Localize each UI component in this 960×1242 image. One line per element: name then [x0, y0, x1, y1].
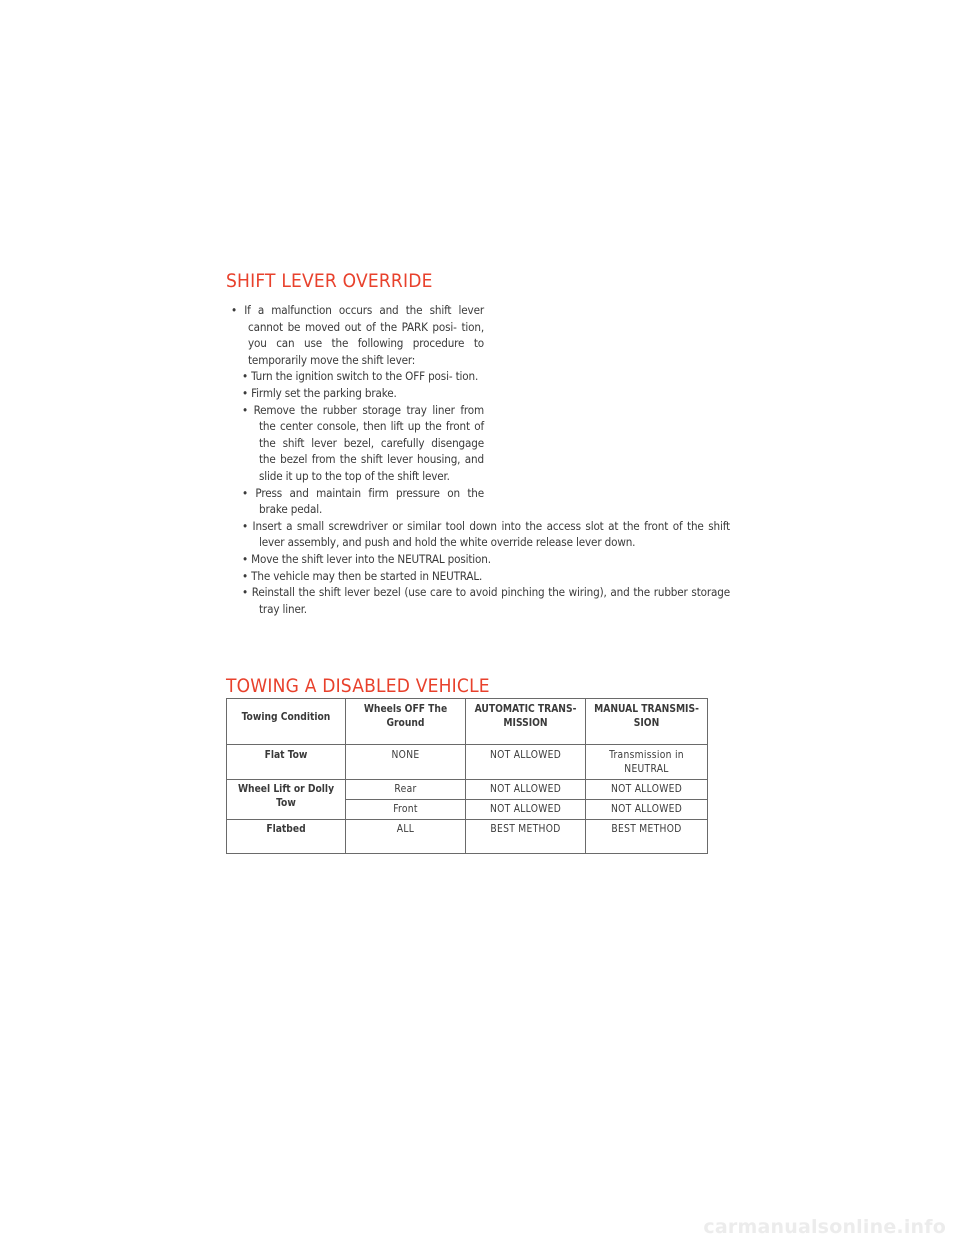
step-insert-screwdriver: • Insert a small screwdriver or similar tool down into the access slot at the front of the shift lever assembly, and push and hold the white override release lever down.: [242, 518, 730, 550]
towing-table: [226, 698, 708, 854]
cell-condition-wheel-lift: Wheel Lift or Dolly Tow: [227, 780, 346, 820]
cell-manual: NOT ALLOWED: [586, 780, 708, 800]
header-wheels-off-ground: Wheels OFF The Ground: [346, 699, 466, 745]
table-row: [227, 745, 708, 780]
shift-lever-override-body: [226, 302, 730, 617]
cell-condition-flatbed: Flatbed: [227, 820, 346, 854]
cell-wheels: Rear: [346, 780, 466, 800]
cell-automatic: BEST METHOD: [466, 820, 586, 854]
header-automatic-transmission: AUTOMATIC TRANS- MISSION: [466, 699, 586, 745]
cell-automatic: NOT ALLOWED: [466, 800, 586, 820]
table-row: [227, 780, 708, 800]
step-reinstall-bezel: • Reinstall the shift lever bezel (use care to avoid pinching the wiring), and the rubber storage tray liner.: [242, 585, 730, 616]
watermark: carmanualsonline.info: [703, 1216, 946, 1238]
intro-line-1: • If a malfunction occurs and the shift lever: [231, 303, 484, 317]
towing-table-header-row: [227, 699, 708, 745]
intro-paragraph: [226, 302, 484, 368]
header-towing-condition: Towing Condition: [227, 699, 346, 745]
cell-manual: BEST METHOD: [586, 820, 708, 854]
step-press-brake: • Press and maintain firm pressure on the brake pedal.: [242, 485, 484, 517]
towing-disabled-vehicle-heading: TOWING A DISABLED VEHICLE: [226, 675, 490, 697]
intro-line-2: cannot be moved out of the PARK posi-: [248, 319, 457, 334]
cell-automatic: NOT ALLOWED: [466, 780, 586, 800]
step-remove-tray-liner: • Remove the rubber storage tray liner from the center console, then lift up the front of the shift lever bezel, carefully disengage the bezel from the shift lever housing, and slide it up to the top of the shift lever.: [242, 402, 484, 483]
step-move-to-neutral: • Move the shift lever into the NEUTRAL position.: [242, 551, 491, 566]
cell-condition-flat-tow: Flat Tow: [227, 745, 346, 780]
table-row: [227, 820, 708, 854]
intro-line-4: to temporarily move the shift lever:: [248, 336, 484, 367]
cell-manual: Transmission in NEUTRAL: [586, 745, 708, 780]
shift-lever-override-heading: SHIFT LEVER OVERRIDE: [226, 270, 433, 292]
header-manual-transmission: MANUAL TRANSMIS- SION: [586, 699, 708, 745]
cell-wheels: NONE: [346, 745, 466, 780]
cell-wheels: Front: [346, 800, 466, 820]
step-ignition-off: • Turn the ignition switch to the OFF posi- tion.: [242, 369, 479, 384]
step-parking-brake: • Firmly set the parking brake.: [242, 385, 397, 400]
intro-line-3: tion, you can use the following procedure: [248, 319, 484, 351]
cell-automatic: NOT ALLOWED: [466, 745, 586, 780]
step-start-in-neutral: • The vehicle may then be started in NEUTRAL.: [242, 568, 483, 583]
cell-manual: NOT ALLOWED: [586, 800, 708, 820]
cell-wheels: ALL: [346, 820, 466, 854]
